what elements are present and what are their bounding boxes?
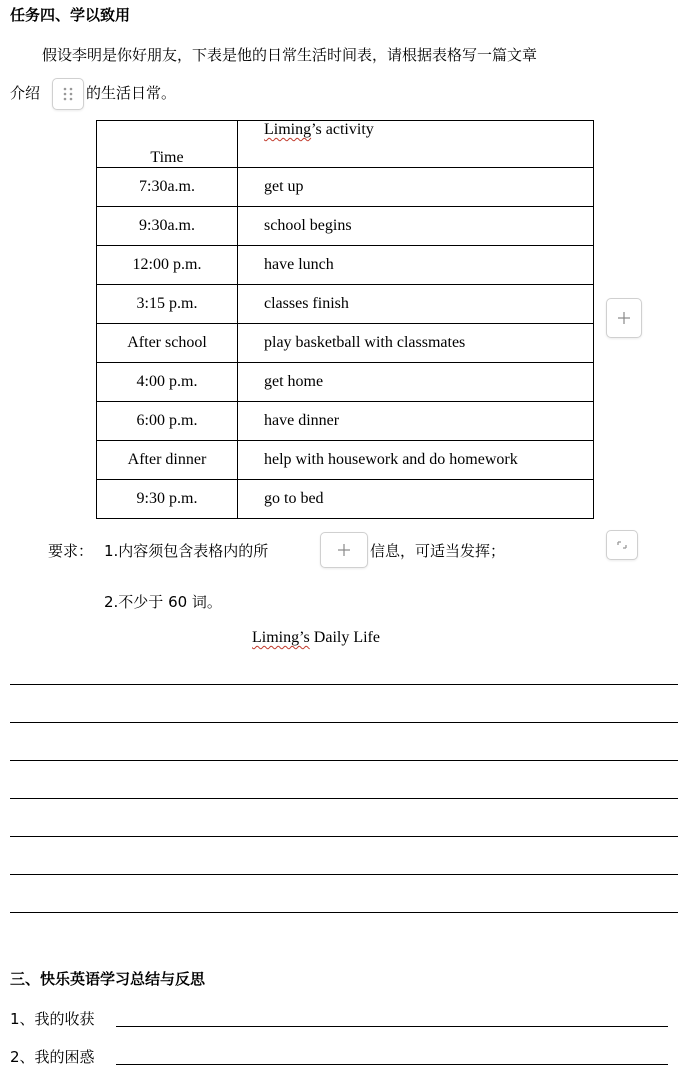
- block-drag-handle[interactable]: [52, 78, 84, 110]
- essay-title: [252, 629, 380, 647]
- table-row: [97, 363, 594, 402]
- table-row: [97, 480, 594, 519]
- activity-cell: have lunch: [238, 246, 594, 285]
- header-time: Time: [97, 121, 238, 168]
- requirements-label: 要求：: [48, 542, 94, 560]
- activity-cell: classes finish: [238, 285, 594, 324]
- answer-line-1: [116, 1026, 668, 1027]
- writing-line: [10, 836, 678, 837]
- time-cell: 12:00 p.m.: [97, 246, 238, 285]
- table-row: [97, 324, 594, 363]
- activity-cell: help with housework and do homework: [238, 441, 594, 480]
- writing-line: [10, 722, 678, 723]
- time-cell: After school: [97, 324, 238, 363]
- drag-dots-icon: [53, 79, 83, 109]
- writing-line: [10, 798, 678, 799]
- section-3-item-1: 1、我的收获: [10, 1010, 95, 1028]
- writing-line: [10, 684, 678, 685]
- writing-line: [10, 912, 678, 913]
- table-row: [97, 441, 594, 480]
- time-cell: 4:00 p.m.: [97, 363, 238, 402]
- time-cell: 7:30a.m.: [97, 168, 238, 207]
- resize-corner-icon: [607, 531, 637, 559]
- header-activity-name: Liming: [264, 121, 312, 138]
- table-row: [97, 246, 594, 285]
- schedule-table: [96, 120, 594, 519]
- time-cell: 6:00 p.m.: [97, 402, 238, 441]
- time-cell: 9:30a.m.: [97, 207, 238, 246]
- plus-icon: [321, 533, 367, 567]
- intro-line-1: 假设李明是你好朋友，下表是他的日常生活时间表，请根据表格写一篇文章: [42, 46, 538, 64]
- requirement-item-2: 2.不少于 60 词。: [104, 593, 222, 611]
- requirement-item-1-end: 信息，可适当发挥；: [370, 542, 506, 560]
- table-add-row-button[interactable]: [320, 532, 368, 568]
- activity-cell: play basketball with classmates: [238, 324, 594, 363]
- answer-line-2: [116, 1064, 668, 1065]
- table-header-row: [97, 121, 594, 168]
- task-heading: 任务四、学以致用: [10, 6, 131, 24]
- essay-title-suffix: Daily Life: [309, 629, 380, 646]
- header-activity-suffix: ’s activity: [311, 121, 374, 138]
- time-cell: 3:15 p.m.: [97, 285, 238, 324]
- intro-line-2-start: 介绍: [10, 84, 41, 102]
- activity-cell: school begins: [238, 207, 594, 246]
- essay-title-name: Liming’s: [252, 629, 310, 646]
- table-row: [97, 207, 594, 246]
- table-row: [97, 168, 594, 207]
- table-resize-handle[interactable]: [606, 530, 638, 560]
- plus-icon: [607, 299, 641, 337]
- section-3-heading: 三、快乐英语学习总结与反思: [10, 970, 206, 988]
- requirement-item-1-start: 1.内容须包含表格内的所: [104, 542, 269, 560]
- time-cell: After dinner: [97, 441, 238, 480]
- table-row: [97, 285, 594, 324]
- writing-line: [10, 874, 678, 875]
- activity-cell: get home: [238, 363, 594, 402]
- time-cell: 9:30 p.m.: [97, 480, 238, 519]
- section-3-item-2: 2、我的困惑: [10, 1048, 95, 1066]
- header-activity: [238, 121, 594, 168]
- activity-cell: have dinner: [238, 402, 594, 441]
- writing-line: [10, 760, 678, 761]
- table-add-column-button[interactable]: [606, 298, 642, 338]
- activity-cell: go to bed: [238, 480, 594, 519]
- table-row: [97, 402, 594, 441]
- activity-cell: get up: [238, 168, 594, 207]
- intro-line-2-end: 的生活日常。: [86, 84, 177, 102]
